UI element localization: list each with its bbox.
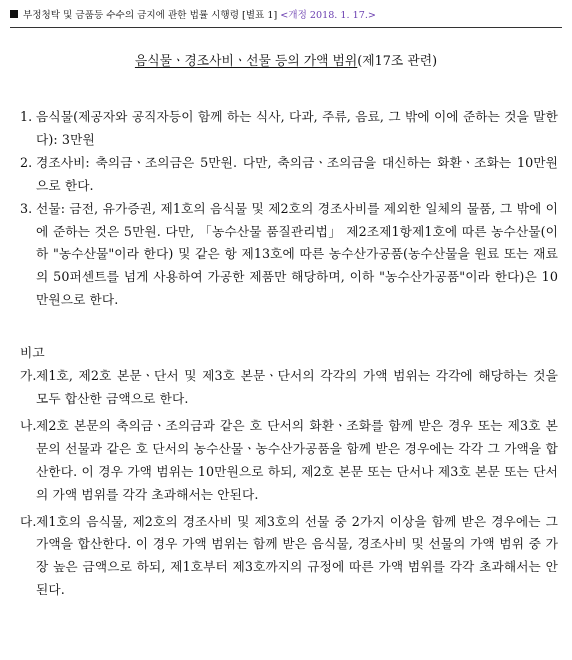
note-item	[20, 511, 558, 603]
list-item	[20, 106, 558, 152]
item-text: 선물: 금전, 유가증권, 제1호의 음식물 및 제2호의 경조사비를 제외한 일체의 물품, 그 밖에 이에 준하는 것은 5만원. 다만, 「농수산물 품질관리법」 제2조제1항제1호에 따른 농수산물(이하 "농수산물"이라 한다) 및 같은 항 제13호에 따른 농수산가공품(농수산물을 원료 또는 재료의 50퍼센트를 넘게 사용하여 가공한 제품만 해당하며, 이하 "농수산가공품"이라 한다)은 10만원으로 한다.	[36, 200, 558, 308]
item-number: 2.	[20, 154, 33, 170]
page-title	[0, 53, 572, 71]
note-text: 제1호의 음식물, 제2호의 경조사비 및 제3호의 선물 중 2가지 이상을 함께 받은 경우에는 그 가액을 합산한다. 이 경우 가액 범위는 함께 받은 음식물, 경조사비 및 선물의 가액 범위 중 가장 높은 금액으로 하되, 제1호부터 제3호까지의 규정에 따른 가액 범위를 각각 초과해서는 안 된다.	[36, 513, 558, 598]
square-bullet-icon	[10, 10, 18, 18]
header-divider	[10, 27, 562, 28]
note-text: 제2호 본문의 축의금ㆍ조의금과 같은 호 단서의 화환ㆍ조화를 함께 받은 경우 또는 제3호 본문의 선물과 같은 호 단서의 농수산물ㆍ농수산가공품을 함께 받은 경우에는 각각 그 가액을 합산한다. 이 경우 가액 범위는 10만원으로 하되, 제2호 본문 또는 단서나 제3호 본문 또는 단서의 가액 범위를 각각 초과해서는 안된다.	[36, 417, 558, 502]
item-text: 경조사비: 축의금ㆍ조의금은 5만원. 다만, 축의금ㆍ조의금을 대신하는 화환ㆍ조화는 10만원으로 한다.	[36, 154, 558, 193]
revision-note: <개정 2018. 1. 17.>	[280, 10, 376, 21]
document-header	[10, 9, 562, 23]
law-breadcrumb: 부정청탁 및 금품등 수수의 금지에 관한 법률 시행령 [별표 1]	[23, 10, 278, 21]
title-main: 음식물ㆍ경조사비ㆍ선물 등의 가액 범위	[134, 54, 358, 69]
item-text: 음식물(제공자와 공직자등이 함께 하는 식사, 다과, 주류, 음료, 그 밖에 이에 준하는 것을 말한다): 3만원	[36, 109, 558, 147]
item-number: 3.	[20, 200, 33, 216]
list-item	[20, 152, 558, 198]
item-number: 1.	[20, 109, 33, 124]
note-text: 제1호, 제2호 본문ㆍ단서 및 제3호 본문ㆍ단서의 각각의 가액 범위는 각각에 해당하는 것을 모두 합산한 금액으로 한다.	[36, 368, 558, 406]
title-reference: (제17조 관련)	[357, 54, 438, 69]
list-item	[20, 198, 558, 313]
note-number: 다.	[20, 513, 37, 529]
document-body	[20, 106, 558, 602]
notes-heading: 비고	[20, 345, 45, 361]
note-item	[20, 365, 558, 411]
note-number: 가.	[20, 368, 37, 384]
note-item	[20, 415, 558, 507]
note-number: 나.	[20, 417, 37, 433]
